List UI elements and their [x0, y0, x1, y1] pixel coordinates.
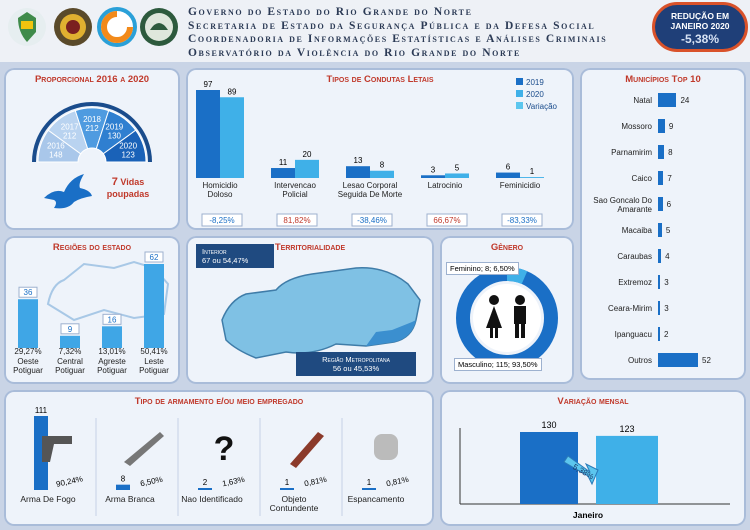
legend-label: 2019 [526, 78, 544, 87]
arc-value-label: 212 [62, 131, 77, 141]
knife-icon [124, 432, 164, 466]
variacao-bar-2019 [520, 432, 578, 504]
header [0, 0, 750, 62]
region-value: 36 [23, 288, 33, 298]
regioes-panel [4, 236, 180, 384]
municipio-value: 7 [667, 174, 672, 183]
weapon-value: 111 [34, 406, 48, 415]
vidas-poupadas [98, 176, 158, 200]
male-body-icon [514, 306, 526, 324]
region-name: Agreste [98, 357, 126, 366]
interior-value: 67 ou 54,47% [202, 256, 249, 265]
bar-2019 [271, 168, 295, 178]
arc-year-label: 2018 [83, 115, 101, 124]
header-line-1: Governo do Estado do Rio Grande do Norte [188, 6, 473, 18]
variation-value: -8,25% [209, 216, 235, 225]
arc-year-label: 2016 [46, 141, 65, 151]
municipio-value: 9 [668, 122, 674, 131]
variacao-title: Variação mensal [557, 396, 629, 407]
municipio-value: 3 [664, 278, 669, 287]
metro-box [296, 352, 416, 376]
municipio-bar [658, 301, 660, 315]
dove-icon [40, 168, 94, 212]
header-line-4: Observatório da Violência do Rio Grande do Norte [188, 46, 521, 59]
male-leg-icon [521, 324, 525, 338]
value-2020: 1 [529, 167, 535, 177]
variation-value: 81,82% [283, 216, 311, 225]
category-label: Intervencao [274, 181, 316, 190]
condutas-chart [186, 68, 574, 230]
weapon-bar [362, 488, 376, 490]
variacao-chart [440, 390, 746, 526]
municipio-value: 52 [702, 356, 711, 365]
header-line-2: Secretaria de Estado da Segurança Pública e da Defesa Social [188, 19, 596, 32]
territorialidade-panel [186, 236, 434, 384]
weapon-value: 2 [202, 478, 208, 487]
vidas-number: 7 [111, 176, 118, 188]
municipio-name: Mossoro [621, 122, 652, 131]
arc-year-label: 2020 [119, 141, 138, 151]
variation-value: -38,46% [357, 216, 387, 225]
value-2019: 13 [353, 156, 363, 166]
municipio-bar [658, 275, 660, 289]
donut-center [473, 284, 541, 352]
variacao-category: Janeiro [572, 510, 604, 520]
variacao-bar-2020 [596, 436, 658, 504]
municipio-name: Extremoz [618, 278, 652, 287]
weapon-pct: 0,81% [385, 474, 410, 489]
municipio-bar [658, 249, 661, 263]
proporcional-arc-chart [4, 86, 180, 166]
vidas-text: Vidas poupadas [106, 177, 150, 199]
regioes-chart [4, 236, 180, 384]
female-leg-icon [490, 328, 493, 338]
proporcional-panel [4, 68, 180, 230]
legend-label: 2020 [526, 90, 544, 99]
club-icon [290, 432, 324, 468]
badge-value: -5,38% [680, 32, 720, 46]
region-name: Potiguar [97, 366, 127, 375]
municipio-name: Natal [633, 96, 652, 105]
municipios-title: Municípios Top 10 [625, 74, 701, 85]
observatory-logo-icon [96, 6, 138, 48]
condutas-panel [186, 68, 574, 230]
weapon-pct: 6,50% [139, 474, 164, 489]
arc-year-label: 2017 [60, 122, 79, 132]
category-label: Latrocinio [427, 181, 463, 190]
weapon-value: 1 [366, 478, 372, 487]
metro-label: Região Metropolitana [322, 355, 390, 364]
armamento-title: Tipo de armamento e/ou meio empregado [134, 396, 304, 407]
region-bar [144, 264, 164, 348]
value-2019: 97 [203, 80, 213, 89]
municipio-name: Caraubas [617, 252, 652, 261]
bar-2019 [496, 173, 520, 178]
police-emblem-icon [52, 6, 94, 48]
seal-icon [138, 6, 180, 48]
legend-swatch [516, 102, 523, 109]
value-2020: 89 [227, 87, 237, 97]
weapon-label: Nao Identificado [181, 494, 243, 504]
male-leg-icon [515, 324, 519, 338]
region-name: Leste [144, 357, 164, 366]
weapon-label: Contundente [269, 503, 319, 513]
header-title [188, 6, 607, 60]
municipio-name: Caico [631, 174, 652, 183]
region-name: Potiguar [139, 366, 169, 375]
municipio-name: Outros [627, 356, 652, 365]
weapon-value: 8 [120, 474, 126, 484]
female-head-icon [489, 295, 499, 305]
armamento-panel [4, 390, 434, 526]
category-label: Policial [282, 190, 308, 199]
municipio-bar [658, 93, 676, 107]
municipio-bar [658, 171, 663, 185]
weapon-bar [198, 488, 212, 490]
value-2019: 3 [430, 165, 436, 175]
category-label: Seguida De Morte [337, 190, 403, 199]
legend-swatch [516, 78, 523, 85]
bar-2020 [520, 177, 544, 178]
regioes-title: Regiões do estado [52, 242, 132, 253]
variation-value: -83,33% [507, 216, 537, 225]
municipio-name: Macaiba [621, 226, 652, 235]
arc-year-label: 2019 [105, 122, 124, 132]
municipio-bar [658, 197, 663, 211]
bar-2020 [370, 171, 394, 178]
variacao-pct: 5,38% [571, 462, 596, 482]
municipio-bar [658, 223, 662, 237]
municipio-value: 5 [665, 226, 671, 235]
municipio-bar [658, 353, 698, 367]
region-name: Central [57, 357, 83, 366]
fist-icon [374, 434, 398, 460]
region-pct: 50,41% [140, 347, 168, 356]
female-leg-icon [495, 328, 498, 338]
question-icon: ? [213, 430, 235, 468]
municipio-name: Ceara-Mirim [608, 304, 652, 313]
category-label: Feminicidio [499, 181, 541, 190]
municipio-value: 3 [664, 304, 669, 313]
arc-value-label: 130 [107, 131, 122, 141]
value-2019: 6 [505, 162, 511, 172]
weapon-value: 1 [284, 478, 290, 487]
municipio-value: 8 [668, 148, 673, 157]
value-2020: 20 [302, 149, 312, 159]
armamento-chart [4, 390, 434, 526]
masculino-label: Masculino; 115; 93,50% [454, 358, 542, 371]
municipio-bar [658, 145, 664, 159]
variacao-value-2020: 123 [619, 423, 635, 434]
weapon-label: Objeto [281, 494, 307, 504]
proporcional-title: Proporcional 2016 a 2020 [34, 74, 150, 85]
arc-value-label: 212 [85, 124, 99, 133]
municipio-name: Parnamirim [611, 148, 652, 157]
legend-label: Variação [526, 102, 557, 111]
value-2019: 11 [278, 158, 288, 168]
weapon-pct: 0,81% [303, 474, 328, 489]
municipio-name: Sao Goncalo Do Amarante [593, 196, 652, 214]
region-bar [102, 326, 122, 348]
municipio-name: Ipanguacu [614, 330, 652, 339]
bar-2020 [445, 173, 469, 178]
weapon-pct: 1,63% [221, 474, 246, 489]
municipio-value: 2 [664, 330, 669, 339]
genero-panel [440, 236, 574, 384]
bar-2020 [220, 97, 244, 178]
metro-value: 56 ou 45,53% [332, 364, 380, 373]
interior-label: Interior [202, 247, 227, 256]
region-pct: 7,32% [58, 347, 82, 356]
variacao-panel [440, 390, 746, 526]
region-pct: 29,27% [14, 347, 42, 356]
municipio-bar [658, 119, 665, 133]
state-coat-of-arms-icon [6, 6, 48, 48]
weapon-bar [116, 485, 130, 490]
bar-2019 [421, 175, 445, 178]
badge-title: REDUÇÃO EM JANEIRO 2020 [670, 11, 730, 31]
weapon-pct: 90,24% [55, 474, 84, 489]
municipio-value: 6 [666, 200, 672, 209]
value-2020: 5 [454, 163, 460, 173]
category-label: Doloso [207, 190, 233, 199]
region-name: Oeste [17, 357, 39, 366]
region-value: 9 [67, 324, 73, 334]
weapon-label: Espancamento [347, 494, 405, 504]
bar-2020 [295, 160, 319, 178]
legend-swatch [516, 90, 523, 97]
variacao-value-2019: 130 [541, 420, 557, 430]
region-bar [18, 299, 38, 348]
region-name: Potiguar [55, 366, 85, 375]
bar-2019 [346, 166, 370, 178]
region-value: 16 [107, 315, 117, 325]
pistol-icon [42, 436, 72, 462]
region-pct: 13,01% [98, 347, 126, 356]
category-label: Lesao Corporal [342, 181, 398, 190]
weapon-label: Arma Branca [105, 494, 155, 504]
feminino-label: Feminino; 8; 6,50% [446, 262, 519, 275]
weapon-bar [280, 488, 294, 490]
municipio-bar [658, 327, 660, 341]
municipio-value: 24 [680, 96, 690, 105]
condutas-title: Tipos de Condutas Letais [326, 74, 434, 85]
municipio-value: 4 [665, 252, 670, 261]
reduction-badge [652, 2, 748, 52]
region-value: 62 [149, 253, 159, 262]
region-name: Potiguar [13, 366, 43, 375]
arc-value-label: 148 [49, 150, 63, 160]
value-2020: 8 [379, 160, 385, 170]
bar-2019 [196, 90, 220, 178]
male-head-icon [515, 295, 525, 305]
header-line-3: Coordenadoria de Informações Estatísticas e Análises Criminais [188, 33, 608, 45]
interior-box [196, 244, 274, 268]
genero-title: Gênero [490, 242, 524, 253]
category-label: Homicidio [202, 181, 238, 190]
territorialidade-title: Territorialidade [274, 242, 346, 253]
arc-value-label: 123 [121, 150, 135, 160]
weapon-label: Arma De Fogo [20, 494, 76, 504]
variation-value: 66,67% [433, 216, 461, 225]
